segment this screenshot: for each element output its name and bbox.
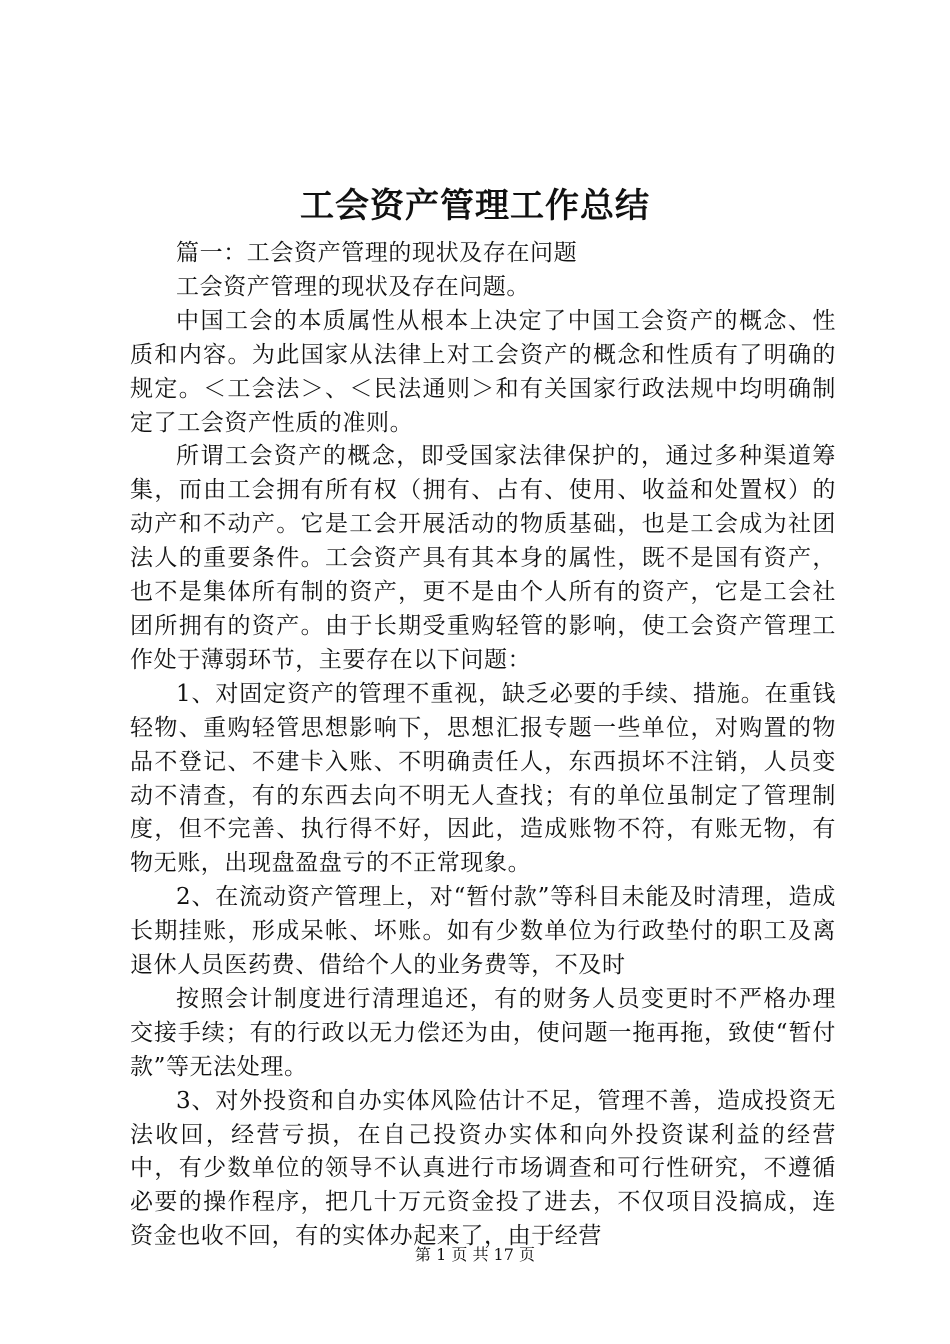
section-heading: 篇一：工会资产管理的现状及存在问题: [176, 240, 578, 266]
page-footer: 第 1 页 共 17 页: [415, 1245, 535, 1264]
subheading-paragraph: 工会资产管理的现状及存在问题。: [176, 273, 530, 300]
document-title: 工会资产管理工作总结: [300, 186, 650, 226]
numbered-paragraph: 2、在流动资产管理上，对“暂付款”等科目未能及时清理，造成长期挂账，形成呆帐、坏账。如有少数单位为行政垫付的职工及离退休人员医药费、借给个人的业务费等，不及时: [130, 884, 836, 979]
body-paragraph: 中国工会的本质属性从根本上决定了中国工会资产的概念、性质和内容。为此国家从法律上对工会资产的概念和性质有了明确的规定。＜工会法＞、＜民法通则＞和有关国家行政法规中均明确制定了工会资产性质的准则。: [130, 307, 836, 436]
numbered-paragraph: 1、对固定资产的管理不重视，缺乏必要的手续、措施。在重钱轻物、重购轻管思想影响下，思想汇报专题一些单位，对购置的物品不登记、不建卡入账、不明确责任人，东西损坏不注销，人员变动不清查，有的东西去向不明无人查找；有的单位虽制定了管理制度，但不完善、执行得不好，因此，造成账物不符，有账无物，有物无账，出现盘盈盘亏的不正常现象。: [130, 680, 836, 877]
body-paragraph: 按照会计制度进行清理追还，有的财务人员变更时不严格办理交接手续；有的行政以无力偿还为由，使问题一拖再拖，致使“暂付款”等无法处理。: [130, 985, 836, 1080]
numbered-paragraph: 3、对外投资和自办实体风险估计不足，管理不善，造成投资无法收回，经营亏损，在自己投资办实体和向外投资谋利益的经营中，有少数单位的领导不认真进行市场调查和可行性研究，不遵循必要的操作程序，把几十万元资金投了进去，不仅项目没搞成，连资金也收不回，有的实体办起来了，由于经营: [130, 1087, 836, 1250]
document-body: [130, 237, 836, 1254]
body-paragraph: 所谓工会资产的概念，即受国家法律保护的，通过多种渠道筹集，而由工会拥有所有权（拥有、占有、使用、收益和处置权）的动产和不动产。它是工会开展活动的物质基础，也是工会成为社团法人的重要条件。工会资产具有其本身的属性，既不是国有资产，也不是集体所有制的资产，更不是由个人所有的资产，它是工会社团所拥有的资产。由于长期受重购轻管的影响，使工会资产管理工作处于薄弱环节，主要存在以下问题：: [130, 443, 836, 673]
